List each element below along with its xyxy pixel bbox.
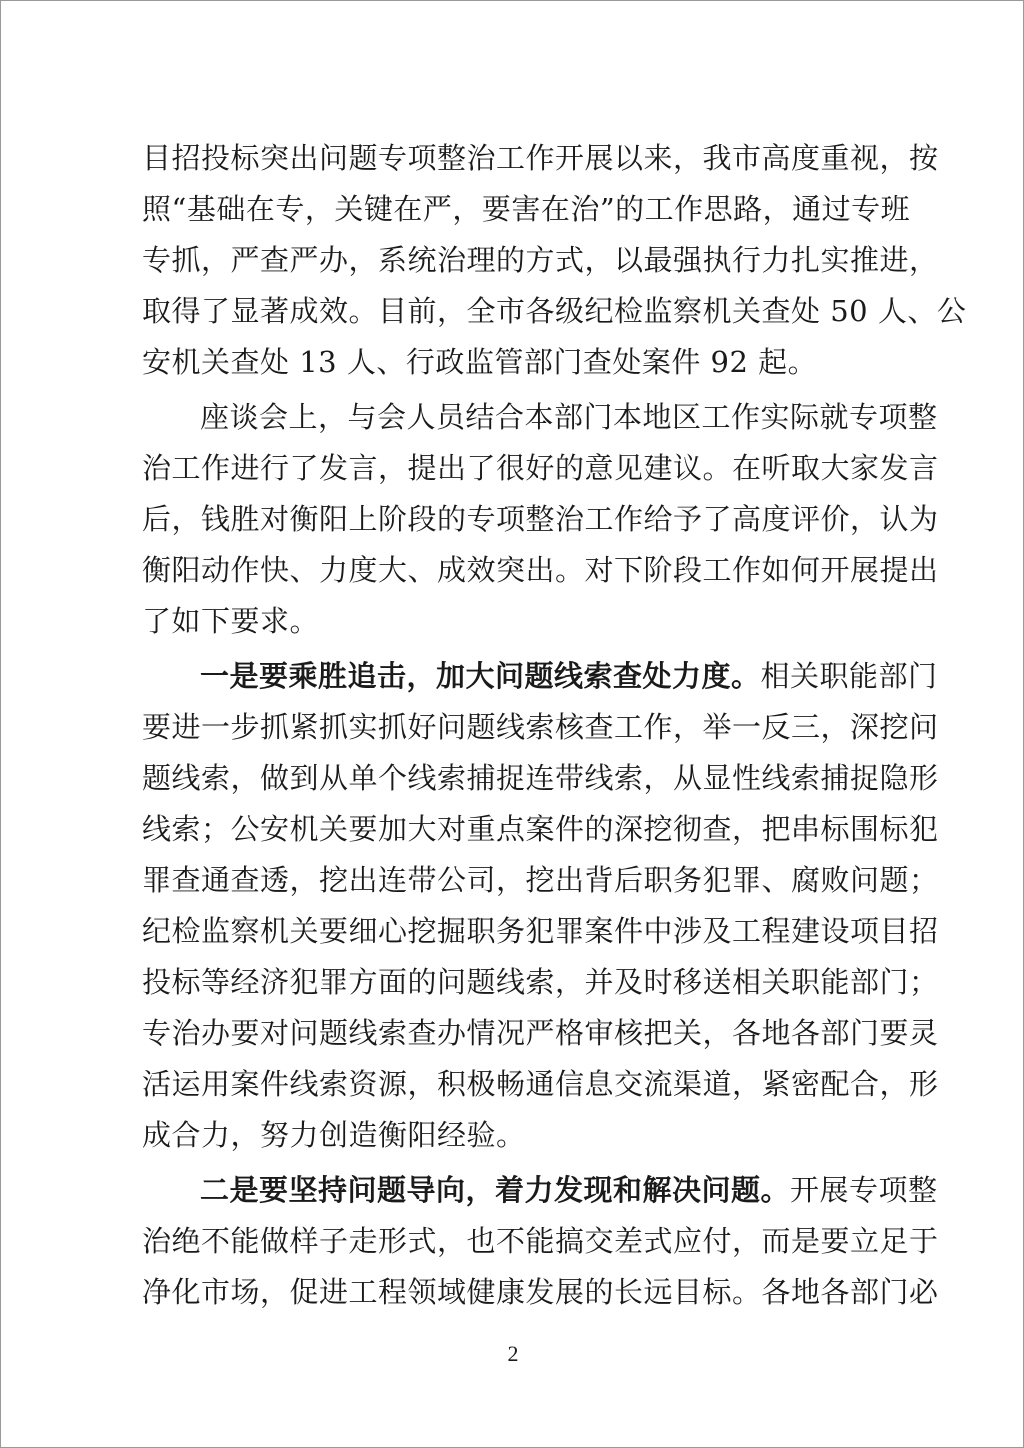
text-line [142,651,938,702]
text-line: 目招投标突出问题专项整治工作开展以来，我市高度重视，按 [142,141,939,175]
text-run: 开展专项整 [790,1173,938,1207]
text-line: 成合力，努力创造衡阳经验。 [142,1118,526,1152]
text-line: 照“基础在专，关键在严，要害在治”的工作思路，通过专班 [142,192,911,226]
paragraph-lead: 二是要坚持问题导向，着力发现和解决问题。 [200,1173,791,1207]
text-line: 后，钱胜对衡阳上阶段的专项整治工作给予了高度评价，认为 [142,502,939,536]
text-line: 题线索，做到从单个线索捕捉连带线索，从显性线索捕捉隐形 [142,761,939,795]
text-run: 相关职能部门 [760,659,938,693]
document-body [142,133,967,1318]
text-line: 净化市场，促进工程领域健康发展的长远目标。各地各部门必 [142,1275,939,1309]
text-line: 安机关查处 13 人、行政监管部门查处案件 92 起。 [142,345,818,379]
text-line: 线索；公安机关要加大对重点案件的深挖彻查，把串标围标犯 [142,812,939,846]
text-line: 罪查通查透，挖出连带公司，挖出背后职务犯罪、腐败问题； [142,863,939,897]
paragraph [142,651,939,1161]
text-line: 取得了显著成效。目前，全市各级纪检监察机关查处 50 人、公 [142,294,967,328]
text-line [142,1165,938,1216]
text-line: 衡阳动作快、力度大、成效突出。对下阶段工作如何开展提出 [142,553,939,587]
text-line: 治工作进行了发言，提出了很好的意见建议。在听取大家发言 [142,451,939,485]
paragraph [142,133,967,388]
paragraph-lead: 一是要乘胜追击，加大问题线索查处力度。 [200,659,761,693]
text-line: 要进一步抓紧抓实抓好问题线索核查工作，举一反三，深挖问 [142,710,939,744]
text-line: 投标等经济犯罪方面的问题线索，并及时移送相关职能部门； [142,965,939,999]
paragraph [142,1165,939,1318]
text-line: 纪检监察机关要细心挖掘职务犯罪案件中涉及工程建设项目招 [142,914,939,948]
page-number: 2 [507,1341,519,1366]
text-line: 座谈会上，与会人员结合本部门本地区工作实际就专项整 [200,400,938,434]
text-line: 活运用案件线索资源，积极畅通信息交流渠道，紧密配合，形 [142,1067,939,1101]
paragraph [142,392,939,647]
text-line: 了如下要求。 [142,604,320,638]
text-line: 专治办要对问题线索查办情况严格审核把关，各地各部门要灵 [142,1016,939,1050]
text-line: 专抓，严查严办，系统治理的方式，以最强执行力扎实推进， [142,243,939,277]
text-line: 治绝不能做样子走形式，也不能搞交差式应付，而是要立足于 [142,1224,939,1258]
